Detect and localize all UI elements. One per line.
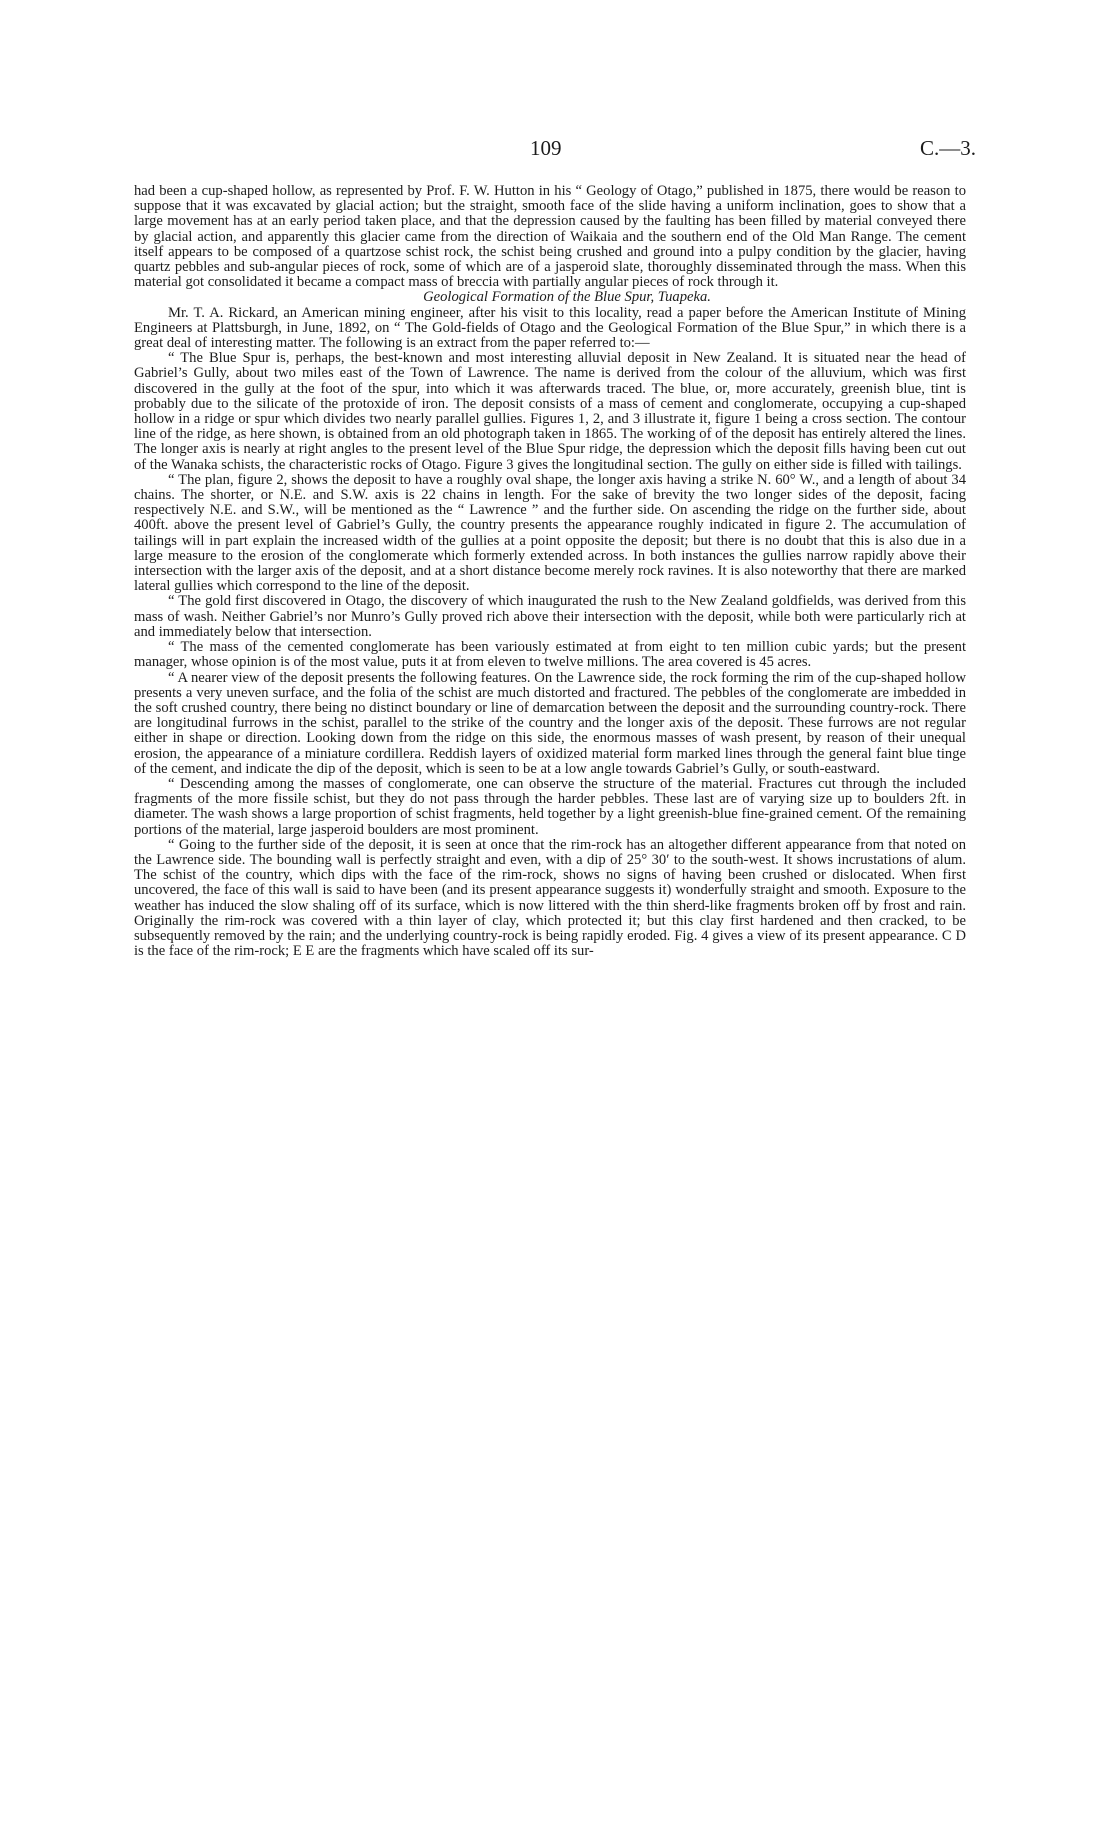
paragraph: “ The gold first discovered in Otago, the discovery of which inaugurated the rush to the New Zealand goldfields, was derived from this mass of wash. Neither Gabriel’s nor Munro’s Gully proved rich above their intersection with the deposit, while both were particularly rich at and immediately below that intersection. [134, 593, 966, 640]
page-header [0, 136, 1114, 162]
paragraph: “ Going to the further side of the deposit, it is seen at once that the rim-rock has an altogether different appearance from that noted on the Lawrence side. The bounding wall is perfectly straight and even, with a dip of 25° 30′ to the south-west. It shows incrustations of alum. The schist of the country, which dips with the face of the rim-rock, shows no signs of having been crushed or dislocated. When first uncovered, the face of this wall is said to have been (and its present appearance suggests it) wonderfully straight and smooth. Exposure to the weather has induced the slow shaling off of its surface, which is now littered with the thin sherd-like fragments broken off by frost and rain. Originally the rim-rock was covered with a thin layer of clay, which protected it; but this clay first hardened and then cracked, to be subsequently removed by the rain; and the underlying country-rock is being rapidly eroded. Fig. 4 gives a view of its present appearance. C D is the face of the rim-rock; E E are the fragments which have scaled off its sur- [134, 836, 966, 960]
body-text [134, 184, 966, 959]
paragraph: “ The mass of the cemented conglomerate has been variously estimated at from eight to ten million cubic yards; but the present manager, whose opinion is of the most value, puts it at from eleven to twelve millions. The area covered is 45 acres. [134, 639, 966, 671]
paragraph: “ A nearer view of the deposit presents the following features. On the Lawrence side, the rock forming the rim of the cup-shaped hollow presents a very uneven surface, and the folia of the schist are much distorted and fractured. The pebbles of the conglomerate are imbedded in the soft crushed country, there being no distinct boundary or line of demarcation between the deposit and the surrounding country-rock. There are longitudinal furrows in the schist, parallel to the strike of the country and the longer axis of the deposit. These furrows are not regular either in shape or direction. Looking down from the ridge on this side, the enormous masses of wash present, by reason of their unequal erosion, the appearance of a miniature cordillera. Reddish layers of oxidized material form marked lines through the general faint blue tinge of the cement, and indicate the dip of the deposit, which is seen to be at a low angle towards Gabriel’s Gully, or south-eastward. [134, 669, 966, 777]
document-code: C.—3. [919, 136, 976, 160]
paragraph: “ The Blue Spur is, perhaps, the best-known and most interesting alluvial deposit in New Zealand. It is situated near the head of Gabriel’s Gully, about two miles east of the Town of Lawrence. The name is derived from the colour of the alluvium, which was first discovered in the gully at the foot of the spur, into which it was afterwards traced. The blue, or, more accurately, greenish blue, tint is probably due to the silicate of the protoxide of iron. The deposit consists of a mass of cement and conglomerate, occupying a cup-shaped hollow in a ridge or spur which divides two nearly parallel gullies. Figures 1, 2, and 3 illustrate it, figure 1 being a cross section. The contour line of the ridge, as here shown, is obtained from an old photograph taken in 1865. The working of of the deposit has entirely altered the lines. The longer axis is nearly at right angles to the present level of the Blue Spur ridge, the depression which the deposit fills having been cut out of the Wanaka schists, the characteristic rocks of Otago. Figure 3 gives the longitudinal section. The gully on either side is filled with tailings. [134, 350, 966, 473]
paragraph: “ Descending among the masses of conglomerate, one can observe the structure of the material. Fractures cut through the included fragments of the more fissile schist, but they do not pass through the harder pebbles. These last are of varying size up to boulders 2ft. in diameter. The wash shows a large proportion of schist fragments, held together by a light greenish-blue fine-grained cement. Of the remaining portions of the material, large jasperoid boulders are most prominent. [134, 775, 966, 838]
paragraph-continued: had been a cup-shaped hollow, as represented by Prof. F. W. Hutton in his “ Geology of Otago,” published in 1875, there would be reason to suppose that it was excavated by glacial action; but the straight, smooth face of the slide having a uniform inclination, goes to show that a large movement has at an early period taken place, and that the depression caused by the faulting has been filled by material conveyed there by glacial action, and apparently this glacier came from the direction of Waikaia and the southern end of the Old Man Range. The cement itself appears to be composed of a quartzose schist rock, the schist being crushed and ground into a pulpy condition by the glacier, having quartz pebbles and sub-angular pieces of rock, some of which are of a jasperoid slate, thoroughly disseminated through the mass. When this material got consolidated it became a compact mass of breccia with partially angular pieces of rock through it. [134, 183, 966, 291]
paragraph-intro: Mr. T. A. Rickard, an American mining engineer, after his visit to this locality, read a paper before the American Institute of Mining Engineers at Plattsburgh, in June, 1892, on “ The Gold-fields of Otago and the Geological Formation of the Blue Spur,” in which there is a great deal of interesting matter. The following is an extract from the paper referred to:— [134, 304, 966, 352]
page-number: 109 [530, 136, 562, 160]
paragraph: “ The plan, figure 2, shows the deposit to have a roughly oval shape, the longer axis having a strike N. 60° W., and a length of about 34 chains. The shorter, or N.E. and S.W. axis is 22 chains in length. For the sake of brevity the two longer sides of the deposit, facing respectively N.E. and S.W., will be mentioned as the “ Lawrence ” and the further side. On ascending the ridge on the further side, about 400ft. above the present level of Gabriel’s Gully, the country presents the appearance roughly indicated in figure 2. The accumulation of tailings will in part explain the increased width of the gullies at a point opposite the deposit; but there is no doubt that this is also due in a large measure to the erosion of the conglomerate which formerly extended across. In both instances the gullies narrow rapidly above their intersection with the larger axis of the deposit, and at a short distance become merely rock ravines. It is also noteworthy that there are marked lateral gullies which correspond to the line of the deposit. [134, 471, 966, 595]
section-title: Geological Formation of the Blue Spur, Tuapeka. [423, 289, 711, 306]
